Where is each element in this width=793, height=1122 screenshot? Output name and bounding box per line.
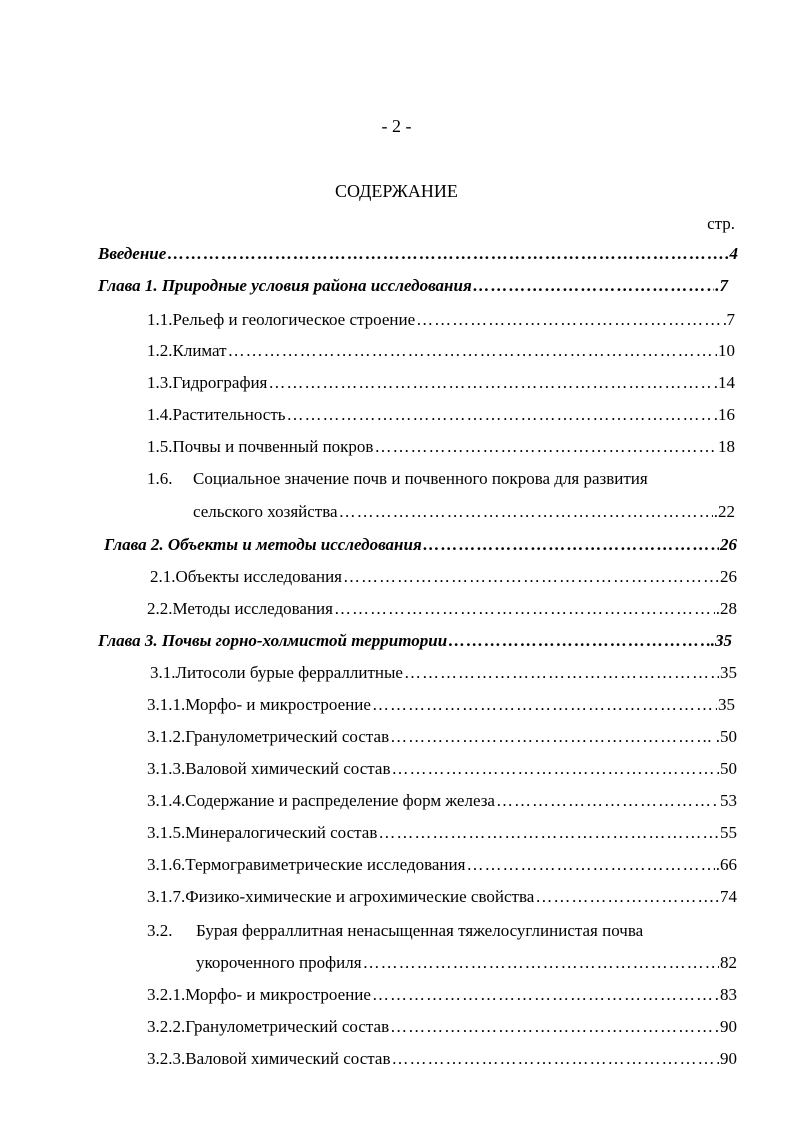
toc-entry-3-2-2: 3.2.2. Гранулометрический состав ……………………………………………………………………………………………………………………………………………………………… 90 — [147, 1017, 737, 1043]
toc-entry-1-6-cont: сельского хозяйства ……………………………………………………………………………………………………………………………………………………………… .22 — [193, 502, 735, 528]
toc-entry-3-1-7: 3.1.7. Физико-химические и агрохимические свойства ……………………………………………………………………………………………………………………………………………………………… …74 — [147, 887, 737, 913]
toc-entry-chapter-3: Глава 3. Почвы горно-холмистой территории ……………………………………………………………………………………………………………………………………………………………… .35 — [98, 631, 732, 657]
toc-entry-3-2: 3.2. Бурая ферраллитная ненасыщенная тяжелосуглинистая почва — [147, 921, 644, 940]
toc-entry-3-2-cont: укороченного профиля ……………………………………………………………………………………………………………………………………………………………… 82 — [196, 953, 737, 979]
toc-entry-3-1-1: 3.1.1. Морфо- и микростроение ……………………………………………………………………………………………………………………………………………………………… 35 — [147, 695, 735, 721]
toc-entry-3-1-5: 3.1.5. Минералогический состав ……………………………………………………………………………………………………………………………………………………………… 55 — [147, 823, 737, 849]
toc-entry-3-1: 3.1. Литосоли бурые ферраллитные ……………………………………………………………………………………………………………………………………………………………… 35 — [150, 663, 737, 689]
toc-entry-3-2-3: 3.2.3. Валовой химический состав ……………………………………………………………………………………………………………………………………………………………… 90 — [147, 1049, 737, 1075]
toc-entry-3-2-1: 3.2.1. Морфо- и микростроение ……………………………………………………………………………………………………………………………………………………………… 83 — [147, 985, 737, 1011]
toc-entry-3-1-6: 3.1.6. Термогравиметрические исследования ……………………………………………………………………………………………………………………………………………………………… .66 — [147, 855, 737, 881]
toc-entry-chapter-2: Глава 2. Объекты и методы исследования ……………………………………………………………………………………………………………………………………………………………… 26 — [104, 535, 737, 561]
toc-entry-1-6: 1.6. Социальное значение почв и почвенного покрова для развития — [147, 469, 648, 488]
toc-entry-3-1-2: 3.1.2. Гранулометрический состав ……………………………………………………………………………………………………………………………………………………………… . .50 — [147, 727, 737, 753]
toc-entry-2-1: 2.1. Объекты исследования ……………………………………………………………………………………………………………………………………………………………… 26 — [150, 567, 737, 593]
toc-entry-1-2: 1.2. Климат ……………………………………………………………………………………………………………………………………………………………… 10 — [147, 341, 735, 367]
toc-entry-3-1-4: 3.1.4. Содержание и распределение форм железа ……………………………………………………………………………………………………………………………………………………………… 53 — [147, 791, 737, 817]
toc-entry-1-5: 1.5. Почвы и почвенный покров ……………………………………………………………………………………………………………………………………………………………… 18 — [147, 437, 735, 463]
toc-entry-intro: Введение ……………………………………………………………………………………………………………………………………………………………… .4 — [98, 244, 738, 270]
toc-entry-1-3: 1.3. Гидрография ……………………………………………………………………………………………………………………………………………………………… .14 — [147, 373, 735, 399]
toc-entry-2-2: 2.2. Методы исследования ……………………………………………………………………………………………………………………………………………………………… .28 — [147, 599, 737, 625]
page-number: - 2 - — [381, 116, 412, 136]
page-column-label: стр. — [707, 214, 735, 233]
toc-entry-1-1: 1.1. Рельеф и геологическое строение ……………………………………………………………………………………………………………………………………………………………… 7 — [147, 310, 735, 336]
toc-entry-3-1-3: 3.1.3. Валовой химический состав ……………………………………………………………………………………………………………………………………………………………… 50 — [147, 759, 737, 785]
toc-entry-1-4: 1.4. Растительность ……………………………………………………………………………………………………………………………………………………………… .16 — [147, 405, 735, 431]
toc-entry-chapter-1: Глава 1. Природные условия района исследования ……………………………………………………………………………………………………………………………………………………………… .7 — [98, 276, 728, 302]
page-title: СОДЕРЖАНИЕ — [335, 181, 458, 201]
